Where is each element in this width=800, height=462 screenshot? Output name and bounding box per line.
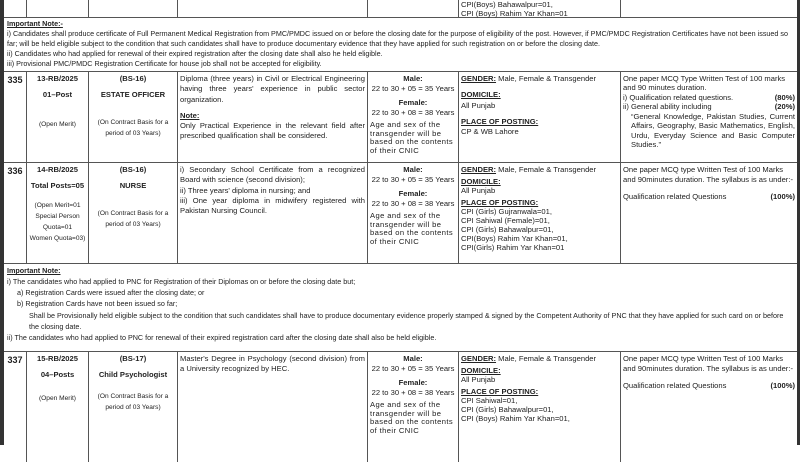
case-number: 14-RB/2025 [37,165,78,174]
posting-label: PLACE OF POSTING: [461,198,539,207]
posting-item: CPI (Girls) Gujranwala=01, [461,207,552,216]
posting-item: CPI(Boys) Bahawalpur=01, [461,0,553,9]
posting-item: CPI (Girls) Bahawalpur=01, [461,225,554,234]
quota: Quota=01 [42,223,73,231]
note-item: ii) Candidates who had applied for renewal of their expired registration after the closing date shall also he held eligible. [7,49,383,59]
job-title: ESTATE OFFICER [100,90,166,100]
gender: Male, Female & Transgender [496,165,597,174]
male-age: 22 to 30 + 05 = 35 Years [371,175,455,185]
syllabus-item: ii) General ability including [623,102,712,112]
note-item: i) The candidates who had applied to PNC for Registration of their Diplomas on or before the closing date but; [7,277,356,287]
posting-label: PLACE OF POSTING: [461,387,539,396]
female-label: Female: [398,188,428,198]
posting-item: CPI (Girls) Bahawalpur=01, [461,405,554,414]
qualification-note: Only Practical Experience in the relevant field after prescribed qualification shall be considered. [180,121,365,141]
posts-count: 01–Post [42,90,73,100]
quota: (Open Merit=01 [34,201,81,209]
previous-row [4,0,797,18]
job-row-337 [4,352,797,462]
quota: (Open Merit) [38,394,76,402]
contract-basis: (On Contract Basis for a period of 03 Years) [97,392,169,411]
gender-label: GENDER: [461,165,497,174]
test-description: One paper MCQ Type Written Test of 100 marks and 90 minutes duration. [623,74,786,93]
male-age: 22 to 30 + 05 = 35 Years [371,84,455,94]
syllabus-detail: “General Knowledge, Pakistan Studies, Current Affairs, Geography, Basic Mathematics, English, Urdu, Everyday Science and Basic Computer Studies.” [631,111,795,150]
qualification-item: iii) One year diploma in midwifery registered with Pakistan Nursing Council. [180,195,365,215]
male-label: Male: [403,354,423,363]
contract-basis: (On Contract Basis for a period of 03 Years) [97,209,169,228]
age-note: Age and sex of the transgender will be based on the contents of their CNIC [370,120,454,156]
note-item: iii) Provisional PMC/PMDC Registration Certificate for house job shall not be accepted for eligibility. [7,59,322,69]
posting-item: CP & WB Lahore [461,127,519,136]
note-title: Important Note:- [7,19,63,28]
note-item: i) Candidates shall produce certificate of Full Permanent Medical Registration from PMC/PMDC issued on or before the closing date for the purpose of eligibility of the post. However, if PMC/PMDC Registration Certificates have not been issued so far; will be held eligible subject to the condition that such candidates shall have to produce documentary evidence that they have applied for such registration on or before the closing date. [7,29,789,49]
syllabus-item: Qualification related Questions [623,380,727,390]
domicile-label: DOMICILE: [461,366,501,375]
domicile: All Punjab [461,375,496,384]
note-item: Shall be Provisionally held eligible subject to the condition that such candidates shall have to produce documentary evidence properly stamped & signed by the Competent Authority of PNC that they have applied for such card on or before the closing date. [29,310,784,331]
posting-item: CPI (Boys) Rahim Yar Khan=01 [461,9,568,18]
quota: (Open Merit) [38,120,76,128]
pay-scale: (BS-16) [119,165,147,174]
serial-number: 335 [4,72,27,162]
male-label: Male: [403,165,423,174]
syllabus-item: Qualification related Questions [623,191,727,201]
posting-label: PLACE OF POSTING: [461,116,539,126]
contract-basis: (On Contract Basis for a period of 03 Years) [97,118,169,137]
qualification: Master's Degree in Psychology (second division) from a University recognized by HEC. [180,354,365,374]
qualification-item: ii) Three years' diploma in nursing; and [180,185,311,195]
gender-label: GENDER: [461,354,497,363]
female-label: Female: [398,97,428,107]
note-item: a) Registration Cards were issued after the closing date; or [17,288,205,298]
job-title: NURSE [119,181,147,191]
qualification-item: i) Secondary School Certificate from a recognized Board with science (second division); [180,165,365,185]
important-note-pnc [4,264,797,352]
domicile-label: DOMICILE: [461,177,501,186]
note-title: Important Note: [7,266,61,275]
syllabus-item: i) Qualification related questions. [623,92,734,102]
important-note-pmc [4,18,797,72]
note-label: Note: [180,110,200,120]
note-item: b) Registration Cards have not been issued so far; [17,299,178,309]
note-item: ii) The candidates who had applied to PNC for renewal of their expired registration card after the closing date shall also be held eligible. [7,332,437,342]
quota: Women Quota=03) [29,235,86,243]
female-age: 22 to 30 + 08 = 38 Years [371,198,455,208]
age-note: Age and sex of the transgender will be based on the contents of their CNIC [370,211,454,247]
syllabus-percent: (20%) [774,102,795,112]
case-number: 15-RB/2025 [37,354,78,363]
male-age: 22 to 30 + 05 = 35 Years [371,364,455,374]
syllabus-percent: (100%) [770,191,795,201]
case-number: 13-RB/2025 [37,74,78,83]
gender: Male, Female & Transgender [496,354,597,363]
syllabus-percent: (80%) [774,92,795,102]
domicile: All Punjab [461,100,496,110]
posts-count: 04–Posts [40,370,75,380]
quota: Special Person [35,212,80,220]
female-label: Female: [398,377,428,387]
posting-item: CPI(Girls) Rahim Yar Khan=01 [461,243,565,252]
domicile: All Punjab [461,186,496,195]
syllabus-percent: (100%) [770,380,795,390]
job-title: Child Psychologist [98,370,168,380]
posts-count: Total Posts=05 [30,181,85,191]
female-age: 22 to 30 + 08 = 38 Years [371,387,455,397]
job-row-335 [4,72,797,163]
pay-scale: (BS-17) [119,354,147,363]
test-description: One paper MCQ type Written Test of 100 Marks and 90minutes duration. The syllabus is as under:- [623,165,793,185]
posting-item: CPI Sahiwal (Female)=01, [461,216,550,225]
posting-item: CPI(Boys) Rahim Yar Khan=01, [461,234,568,243]
serial-number: 336 [4,163,27,263]
qualification: Diploma (three years) in Civil or Electrical Engineering having three years' experience in public sector organization. [180,74,365,104]
female-age: 22 to 30 + 08 = 38 Years [371,107,455,117]
age-note: Age and sex of the transgender will be based on the contents of their CNIC [370,400,454,436]
domicile-label: DOMICILE: [461,90,501,100]
serial-number: 337 [4,352,27,462]
gender-label: GENDER: [461,74,497,83]
gender: Male, Female & Transgender [496,74,597,83]
male-label: Male: [403,74,423,83]
test-description: One paper MCQ type Written Test of 100 Marks and 90minutes duration. The syllabus is as under:- [623,354,793,374]
posting-item: CPI (Boys) Rahim Yar Khan=01, [461,414,570,423]
pay-scale: (BS-16) [119,74,147,83]
posting-item: CPI Sahiwal=01, [461,396,518,405]
job-row-336 [4,163,797,264]
